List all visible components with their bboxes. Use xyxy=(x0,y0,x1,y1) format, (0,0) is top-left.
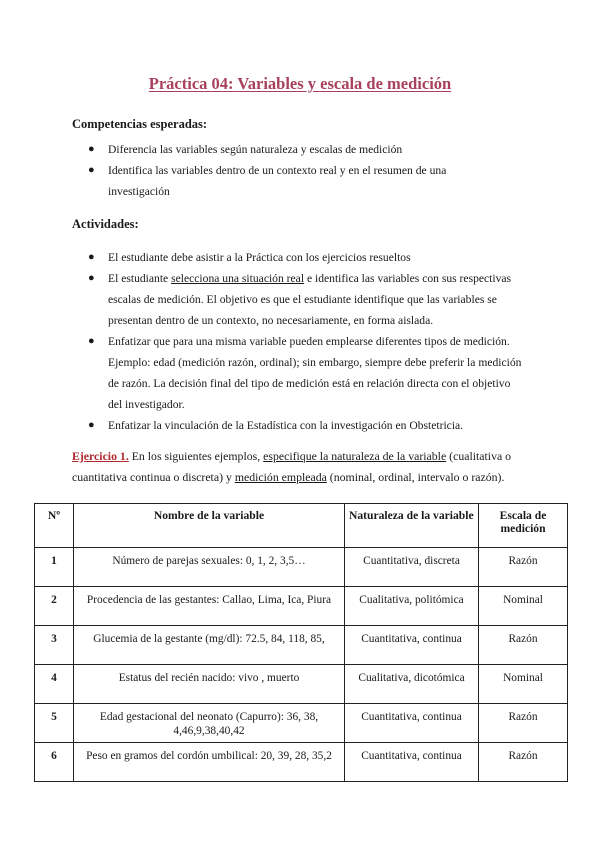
cell-nombre: Número de parejas sexuales: 0, 1, 2, 3,5… xyxy=(74,548,345,587)
bullet-icon: ● xyxy=(88,164,95,176)
header-escala: Escala de medición xyxy=(479,504,568,548)
bullet-icon: ● xyxy=(88,143,95,155)
list-item: ● Diferencia las variables según naturaleza y escalas de medición xyxy=(72,139,522,160)
cell-escala: Razón xyxy=(479,626,568,665)
list-item: ● El estudiante debe asistir a la Práctica con los ejercicios resueltos xyxy=(72,247,522,268)
list-item: ● Enfatizar que para una misma variable pueden emplearse diferentes tipos de medición. Ejemplo: edad (medición razón, ordinal); sin embargo, siempre debe preferir la medición de razón. La decisión final del tipo de medición está en relación directa con el objetivo del investigador. xyxy=(72,331,522,415)
bullet-icon: ● xyxy=(88,251,95,263)
header-nombre: Nombre de la variable xyxy=(74,504,345,548)
cell-nombre: Edad gestacional del neonato (Capurro): 36, 38, 4,46,9,38,40,42 xyxy=(74,704,345,743)
cell-naturaleza: Cuantitativa, discreta xyxy=(345,548,479,587)
list-item: ● Enfatizar la vinculación de la Estadística con la investigación en Obstetricia. xyxy=(72,415,522,436)
page-title: Práctica 04: Variables y escala de medición xyxy=(148,74,452,93)
cell-num: 6 xyxy=(35,743,74,782)
underlined-phrase: medición empleada xyxy=(234,470,327,484)
table-row xyxy=(35,665,568,704)
cell-num: 2 xyxy=(35,587,74,626)
cell-nombre: Procedencia de las gestantes: Callao, Lima, Ica, Piura xyxy=(74,587,345,626)
cell-num: 4 xyxy=(35,665,74,704)
actividades-list xyxy=(72,247,522,436)
underlined-phrase: especifique la naturaleza de la variable xyxy=(263,449,447,463)
bullet-icon: ● xyxy=(88,272,95,284)
header-naturaleza: Naturaleza de la variable xyxy=(345,504,479,548)
cell-naturaleza: Cualitativa, politómica xyxy=(345,587,479,626)
underlined-phrase: selecciona una situación real xyxy=(171,272,305,285)
cell-escala: Razón xyxy=(479,704,568,743)
cell-nombre: Glucemia de la gestante (mg/dl): 72.5, 84, 118, 85, xyxy=(74,626,345,665)
header-num: Nº xyxy=(35,504,74,548)
bullet-icon: ● xyxy=(88,335,95,347)
table-row xyxy=(35,704,568,743)
variables-table xyxy=(34,503,568,782)
list-item: ● Identifica las variables dentro de un contexto real y en el resumen de una investigación xyxy=(72,160,522,202)
cell-escala: Nominal xyxy=(479,665,568,704)
table-header-row xyxy=(35,504,568,548)
competencias-heading: Competencias esperadas: xyxy=(72,117,208,131)
cell-escala: Razón xyxy=(479,548,568,587)
cell-naturaleza: Cuantitativa, continua xyxy=(345,743,479,782)
exercise-statement: Ejercicio 1. En los siguientes ejemplos, especifique la naturaleza de la variable (cualitativa o cuantitativa continua o discreta) y medición empleada (nominal, ordinal, intervalo o razón). xyxy=(72,449,512,484)
actividades-heading: Actividades: xyxy=(72,217,139,231)
table-row xyxy=(35,743,568,782)
cell-num: 1 xyxy=(35,548,74,587)
exercise-label: Ejercicio 1. xyxy=(72,449,129,463)
competencias-list xyxy=(72,139,522,202)
cell-nombre: Peso en gramos del cordón umbilical: 20, 39, 28, 35,2 xyxy=(74,743,345,782)
table-row xyxy=(35,587,568,626)
cell-escala: Razón xyxy=(479,743,568,782)
cell-num: 5 xyxy=(35,704,74,743)
cell-nombre: Estatus del recién nacido: vivo , muerto xyxy=(74,665,345,704)
table-row xyxy=(35,626,568,665)
list-item: ● El estudiante selecciona una situación real e identifica las variables con sus respectivas escalas de medición. El objetivo es que el estudiante identifique que las variables se presentan dentro de un contexto, no necesariamente, en forma aislada. xyxy=(72,268,522,331)
cell-num: 3 xyxy=(35,626,74,665)
cell-naturaleza: Cuantitativa, continua xyxy=(345,704,479,743)
table-row xyxy=(35,548,568,587)
cell-escala: Nominal xyxy=(479,587,568,626)
bullet-icon: ● xyxy=(88,419,95,431)
cell-naturaleza: Cuantitativa, continua xyxy=(345,626,479,665)
cell-naturaleza: Cualitativa, dicotómica xyxy=(345,665,479,704)
